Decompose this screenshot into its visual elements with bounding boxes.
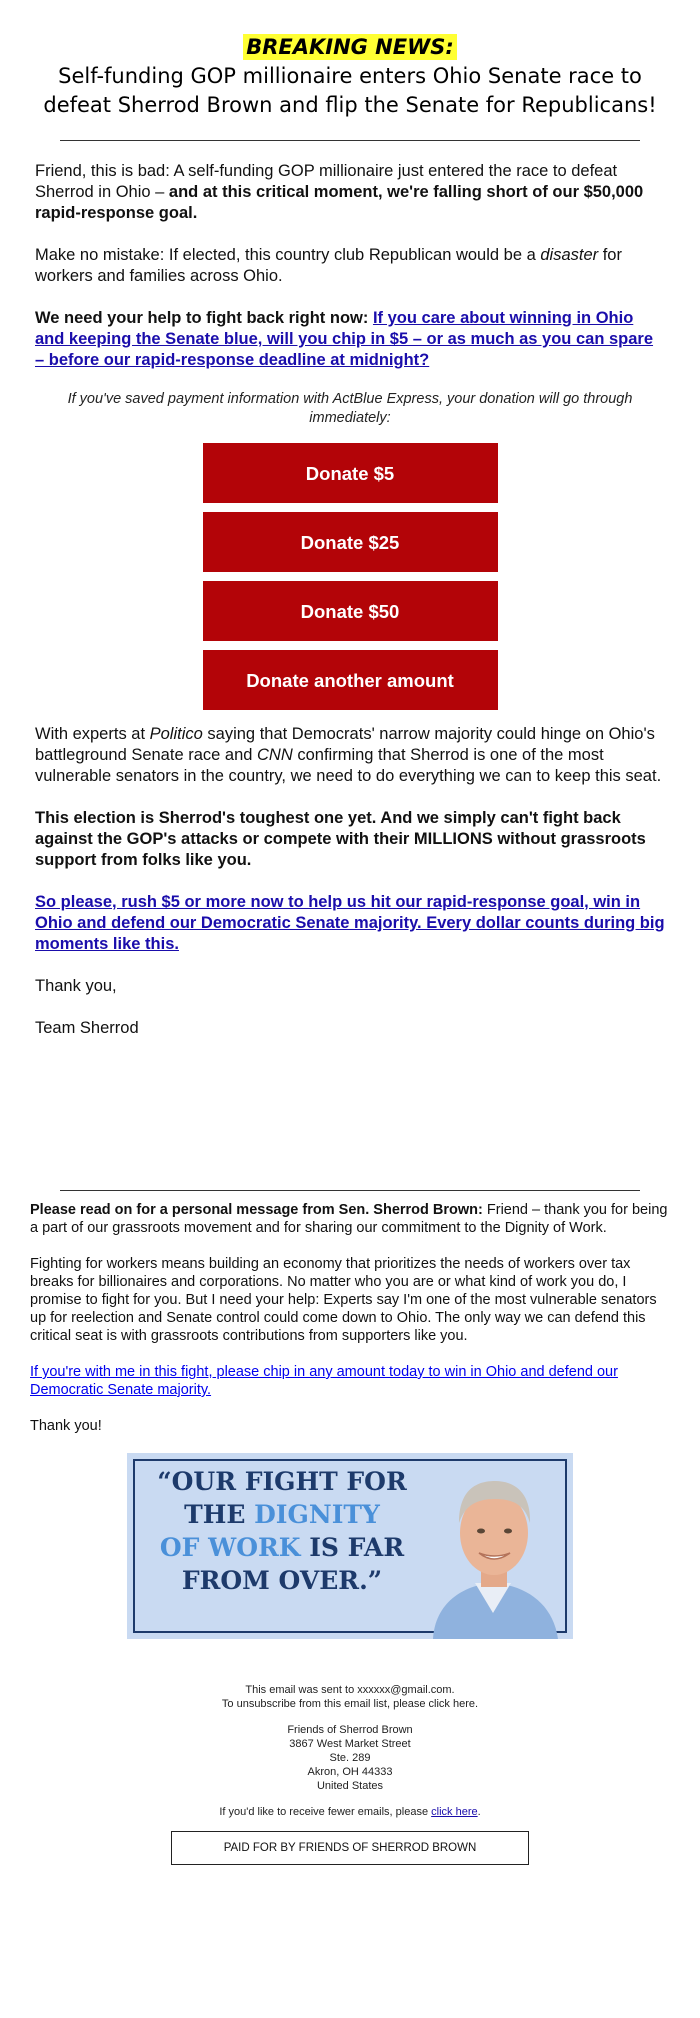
spacer xyxy=(0,1060,700,1190)
intro-paragraph-1 xyxy=(35,161,665,224)
thank-you: Thank you, xyxy=(35,977,117,995)
donate-5-button[interactable]: Donate $5 xyxy=(203,443,498,503)
donate-50-button[interactable]: Donate $50 xyxy=(203,581,498,641)
fewer-emails-link[interactable]: click here xyxy=(431,1806,478,1818)
intro-p2-italic: disaster xyxy=(540,246,599,264)
middle-p1-a: With experts at xyxy=(35,725,150,743)
middle-p1-politico: Politico xyxy=(149,725,203,743)
intro-paragraph-3 xyxy=(35,308,665,371)
intro-p1-bold: and at this critical moment, we're falling short of our $50,000 rapid-response goal. xyxy=(35,183,644,222)
breaking-news-label: BREAKING NEWS: xyxy=(243,34,457,60)
intro-p2-end: for workers and families across Ohio. xyxy=(35,246,622,285)
intro-p2-text: Make no mistake: If elected, this country club Republican would be a xyxy=(35,246,541,264)
footer xyxy=(0,1639,700,1865)
middle-paragraph-1 xyxy=(35,724,665,787)
donate-25-button[interactable]: Donate $25 xyxy=(203,512,498,572)
address-street: 3867 West Market Street xyxy=(289,1738,411,1750)
address-city: Akron, OH 44333 xyxy=(307,1766,393,1778)
personal-paragraph-3 xyxy=(30,1363,670,1399)
middle-paragraph-3 xyxy=(35,892,665,955)
personal-lead-bold: Please read on for a personal message from Sen. Sherrod Brown: xyxy=(30,1202,483,1218)
address-suite: Ste. 289 xyxy=(329,1752,371,1764)
chip-in-link[interactable]: If you care about winning in Ohio and keeping the Senate blue, will you chip in $5 – or as much as you can spare – before our rapid-response deadline at midnight? xyxy=(35,309,654,369)
middle-paragraph-2 xyxy=(35,808,665,871)
sent-to-text: This email was sent to xxxxxx@gmail.com. xyxy=(245,1684,455,1696)
quote-line-1: “OUR FIGHT FOR xyxy=(157,1467,407,1496)
personal-paragraph-2: Fighting for workers means building an economy that prioritizes the needs of workers over tax breaks for billionaires and corporations. No matter who you are or what kind of work you do, I promise to fight for you. But I need your help: Experts say I'm one of the most vulnerable senators up for reelection and Senate control could come down to Ohio. The only way we can defend this critical seat is with grassroots contributions from supporters like you. xyxy=(30,1256,657,1344)
footer-sent-to xyxy=(0,1683,700,1711)
header xyxy=(0,0,700,120)
intro-p1-text: Friend, this is bad: A self-funding GOP millionaire just entered the race to defeat Sherrod in Ohio – xyxy=(35,162,618,201)
paid-for-disclaimer: PAID FOR BY FRIENDS OF SHERROD BROWN xyxy=(171,1831,529,1865)
personal-paragraph-1 xyxy=(30,1201,670,1237)
unsubscribe-text[interactable]: To unsubscribe from this email list, please click here. xyxy=(221,1698,479,1710)
personal-lead-rest: Friend – thank you for being a part of our grassroots movement and for sharing our commitment to the Dignity of Work. xyxy=(30,1202,668,1236)
middle-p2-bold: This election is Sherrod's toughest one yet. And we simply can't fight back against the GOP's attacks or compete with their MILLIONS without grassroots support from folks like you. xyxy=(35,809,646,869)
personal-message-section xyxy=(0,1191,700,1435)
intro-section xyxy=(0,141,700,1039)
address-country: United States xyxy=(316,1780,384,1792)
quote-banner[interactable] xyxy=(127,1453,573,1639)
sherrod-brown-portrait xyxy=(413,1453,573,1639)
address-org: Friends of Sherrod Brown xyxy=(287,1724,413,1736)
personal-chip-in-link[interactable]: If you're with me in this fight, please chip in any amount today to win in Ohio and defend our Democratic Senate majority. xyxy=(30,1364,618,1398)
middle-section xyxy=(35,719,665,1039)
footer-fewer-emails xyxy=(0,1805,700,1819)
middle-p1-b: saying that Democrats' narrow majority could hinge on Ohio's battleground Senate race and xyxy=(35,725,655,764)
middle-p1-cnn: CNN xyxy=(257,746,293,764)
quote-line-4: FROM OVER.” xyxy=(181,1566,383,1595)
personal-thanks: Thank you! xyxy=(30,1418,102,1434)
quote-line-3-b: IS FAR xyxy=(300,1533,405,1562)
fewer-emails-end: . xyxy=(477,1806,481,1818)
footer-address xyxy=(0,1723,700,1793)
intro-paragraph-2 xyxy=(35,245,665,287)
fewer-emails-text: If you'd like to receive fewer emails, please xyxy=(219,1806,432,1818)
actblue-express-note: If you've saved payment information with ActBlue Express, your donation will go through immediately: xyxy=(67,391,633,426)
middle-p1-c: confirming that Sherrod is one of the most vulnerable senators in the country, we need to do everything we can to keep this seat. xyxy=(35,746,662,785)
banner-quote xyxy=(137,1465,427,1597)
quote-line-3 xyxy=(137,1531,427,1564)
rush-donation-link[interactable]: So please, rush $5 or more now to help us hit our rapid-response goal, win in Ohio and defend our Democratic Senate majority. Every dollar counts during big moments like this. xyxy=(35,893,665,953)
signoff: Team Sherrod xyxy=(35,1019,139,1037)
intro-p3-bold: We need your help to fight back right now: xyxy=(35,309,373,327)
headline: Self-funding GOP millionaire enters Ohio Senate race to defeat Sherrod Brown and flip the Senate for Republicans! xyxy=(43,64,657,117)
quote-line-3-a: OF WORK xyxy=(159,1533,301,1562)
donate-other-amount-button[interactable]: Donate another amount xyxy=(203,650,498,710)
quote-line-2 xyxy=(137,1498,427,1531)
quote-line-2-b: DIGNITY xyxy=(254,1500,380,1529)
quote-line-2-a: THE xyxy=(184,1500,255,1529)
